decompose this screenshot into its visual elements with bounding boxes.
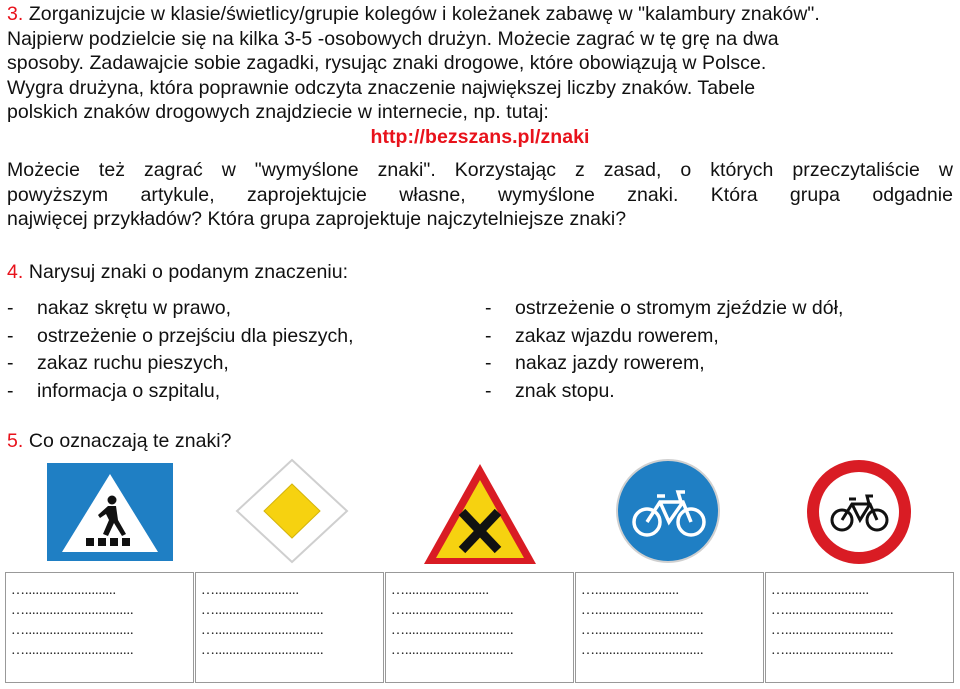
task3-line-8: powyższym artykule, zaprojektujcie własne, wymyślone znaki. Która grupa odgadnie <box>7 183 953 206</box>
task3-line-2: Najpierw podzielcie się na kilka 3-5 -osobowych drużyn. Możecie zagrać w tę grę na dwa <box>7 27 779 50</box>
list-item: - nakaz skrętu w prawo, <box>7 297 232 319</box>
answer-cell-1[interactable]: ….......................... …............................... …............................... …............................... <box>5 572 194 683</box>
bezszans-link[interactable]: http://bezszans.pl/znaki <box>370 125 590 148</box>
task4-list-left <box>7 295 354 405</box>
task3-paragraph-2 <box>7 158 953 232</box>
list-item: - informacja o szpitalu, <box>7 379 221 402</box>
task3-number: 3. <box>7 3 24 25</box>
list-item: - zakaz ruchu pieszych, <box>7 352 229 374</box>
no-bicycles-icon <box>805 458 913 566</box>
task4-number: 4. <box>7 261 24 283</box>
intersection-warning-icon <box>420 460 540 568</box>
answer-cell-5[interactable]: …........................ …............................... …............................... …............................... <box>765 572 954 683</box>
task3-line-4: Wygra drużyna, która poprawnie odczyta znaczenie największej liczby znaków. Tabele <box>7 76 756 99</box>
task5-heading: 5. Co oznaczają te znaki? <box>7 430 232 452</box>
answer-cell-3[interactable]: …........................ …............................... …............................... …............................... <box>385 572 574 683</box>
priority-road-icon <box>233 456 351 566</box>
task5-number: 5. <box>7 430 24 452</box>
list-item: - ostrzeżenie o stromym zjeździe w dół, <box>485 297 844 319</box>
task3-line-3: sposoby. Zadawajcie sobie zagadki, rysując znaki drogowe, które obowiązują w Polsce. <box>7 52 767 74</box>
answer-grid <box>5 572 954 685</box>
answer-cell-4[interactable]: …........................ …............................... …............................... …............................... <box>575 572 764 683</box>
list-item: - znak stopu. <box>485 379 615 402</box>
task4-list-right <box>485 295 843 405</box>
answer-cell-2[interactable]: …........................ …............................... …............................... …............................... <box>195 572 384 683</box>
task4-heading: 4. Narysuj znaki o podanym znaczeniu: <box>7 261 349 283</box>
bicycle-path-icon <box>615 458 721 564</box>
task3-paragraph <box>7 2 953 149</box>
list-item: - nakaz jazdy rowerem, <box>485 352 705 374</box>
task3-line-7: Możecie też zagrać w "wymyślone znaki". Korzystając z zasad, o których przeczytaliście w <box>7 159 953 181</box>
pedestrian-crossing-icon <box>46 462 174 562</box>
task3-line-9: najwięcej przykładów? Która grupa zaprojektuje najczytelniejsze znaki? <box>7 208 627 230</box>
task3-line-5: polskich znaków drogowych znajdziecie w internecie, np. tutaj: <box>7 101 549 123</box>
list-item: - zakaz wjazdu rowerem, <box>485 324 719 347</box>
task3-line-1: 3. Zorganizujcie w klasie/świetlicy/grupie kolegów i koleżanek zabawę w "kalambury znaków". <box>7 3 820 25</box>
list-item: - ostrzeżenie o przejściu dla pieszych, <box>7 324 354 347</box>
